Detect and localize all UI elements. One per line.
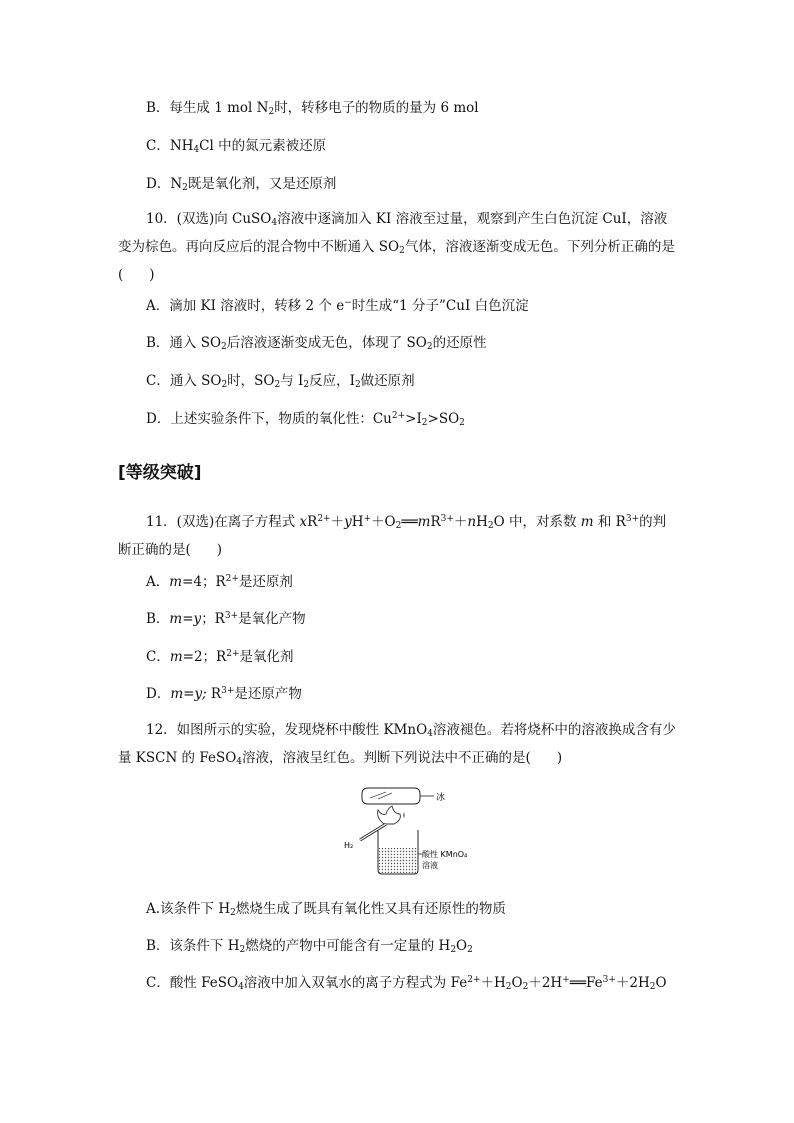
- q10-option-d: D．上述实验条件下，物质的氧化性：$Cu^{2+}>I_2>SO_2$: [146, 411, 465, 428]
- experiment-figure: [330, 784, 480, 876]
- q10-option-b: B．通入 $SO_2$后溶液逐渐变成无色，体现了 $SO_2$的还原性: [146, 335, 487, 352]
- q11-option-c: C．m=2；$R^{2+}$是氧化剂: [146, 649, 294, 665]
- q9-option-c: C．$NH_4Cl$ 中的氮元素被还原: [146, 138, 327, 155]
- q12-stem: 12．如图所示的实验，发现烧杯中酸性 KMnO$_4$溶液褪色。若将烧杯中的溶液换成含有少量 KSCN 的 FeSO$_4$溶液，溶液呈红色。判断下列说法中不正确的是( ): [118, 722, 676, 767]
- ice-tray: [362, 788, 420, 804]
- q11-option-d: D．m=y; $R^{3+}$是还原产物: [146, 686, 302, 702]
- q11-option-b: B．m=y；$R^{3+}$是氧化产物: [146, 611, 306, 627]
- q9-option-b: B．每生成 1 mol $N_2$时，转移电子的物质的量为 6 mol: [146, 100, 479, 117]
- label-solution-1: 酸性 KMnO₄: [422, 850, 468, 859]
- flame-icon: [378, 806, 401, 824]
- q10-option-a: A．滴加 KI 溶液时，转移 2 个 e−时生成“1 分子”CuI 白色沉淀: [146, 298, 529, 314]
- q12-option-c: C．酸性 FeSO$_4$溶液中加入双氧水的离子方程式为 $Fe^{2+}+H_2O_2+2H^+══Fe^{3+}+2H_2O$: [146, 975, 667, 992]
- q11-stem: 11．(双选)在离子方程式 $xR^{2+}+yH^++O_2══mR^{3+}+nH_2O$ 中，对系数 m 和 $R^{3+}$的判断正确的是( ): [118, 514, 667, 558]
- label-ice: 冰: [436, 793, 446, 803]
- beaker-solution: [379, 848, 417, 873]
- q9-option-d: D．$N_2$既是氧化剂，又是还原剂: [146, 176, 337, 193]
- label-solution-2: 溶液: [422, 861, 438, 870]
- section-title: [等级突破]: [118, 463, 202, 483]
- label-h2: H₂: [344, 841, 354, 850]
- q11-option-a: A．m=4；$R^{2+}$是还原剂: [146, 574, 293, 590]
- q10-option-c: C．通入 $SO_2$时，$SO_2$与 $I_2$反应，$I_2$做还原剂: [146, 373, 415, 390]
- q10-stem: 10．(双选)向 CuSO$_4$溶液中逐滴加入 KI 溶液至过量，观察到产生白色沉淀 CuI，溶液变为棕色。再向反应后的混合物中不断通入 $SO_2$气体，溶液逐渐变成无色。下列分析正确的是( ): [118, 211, 675, 283]
- q12-option-b: B．该条件下 $H_2$燃烧的产物中可能含有一定量的 $H_2O_2$: [146, 938, 473, 955]
- q12-option-a: A.该条件下 $H_2$燃烧生成了既具有氧化性又具有还原性的物质: [146, 901, 506, 918]
- droplet-icon: [403, 812, 405, 818]
